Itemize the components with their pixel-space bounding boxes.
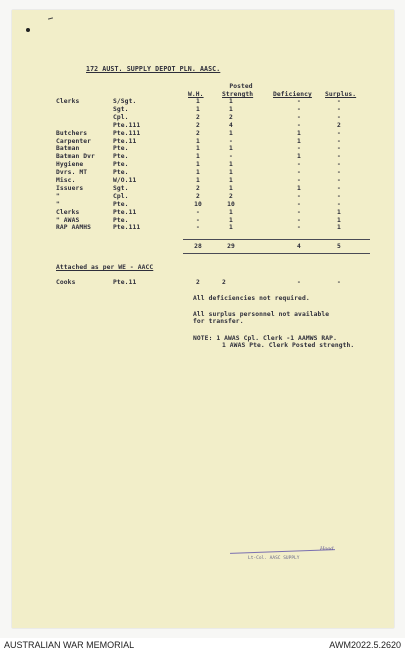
cell-sur: - — [337, 177, 341, 184]
cell-posted: - — [229, 153, 233, 161]
cell-role: Butchers — [56, 129, 88, 137]
cell-def: - — [297, 161, 301, 169]
cell-rank: Sgt. — [113, 184, 129, 192]
signature: Hood — [320, 546, 334, 552]
cell-rank: Sgt. — [113, 105, 129, 113]
cell-rank: Cpl. — [113, 192, 129, 200]
cell-role: Clerks — [56, 208, 80, 216]
cell-posted: 1 — [229, 216, 233, 224]
note-deficiencies: All deficiencies not required. — [193, 295, 310, 302]
cell-def: 1 — [297, 153, 301, 161]
cell-posted: - — [229, 137, 233, 145]
cell-wh: 2 — [196, 121, 200, 129]
cell-rank: Pte. — [113, 145, 129, 153]
cell-sur: - — [337, 129, 341, 137]
cell-sur: - — [337, 113, 341, 121]
cell-def: - — [297, 200, 301, 208]
note-awas-line2: 1 AWAS Pte. Clerk Posted strength. — [222, 342, 355, 349]
cell-posted: 2 — [229, 113, 233, 121]
header-surplus: Surplus. — [325, 91, 357, 98]
cell-wh: 1 — [196, 161, 200, 169]
cell-wh: 2 — [196, 113, 200, 121]
total-wh: 28 — [194, 243, 202, 250]
cell-sur: - — [337, 145, 341, 153]
footer-accession: AWM2022.5.2620 — [329, 640, 401, 650]
cell-def: - — [297, 113, 301, 121]
cell-posted: 1 — [229, 169, 233, 177]
cell-posted: 1 — [229, 184, 233, 192]
cell-rank: S/Sgt. — [113, 98, 137, 105]
cell-role: Batman — [56, 145, 80, 153]
cell-sur: - — [337, 200, 341, 208]
attached-deficiency: - — [297, 279, 301, 286]
cell-sur: - — [337, 169, 341, 177]
cell-def: - — [297, 208, 301, 216]
cell-def: 1 — [297, 137, 301, 145]
cell-rank: Pte. — [113, 216, 129, 224]
cell-rank: Pte.11 — [113, 208, 137, 216]
cell-rank: Pte. — [113, 153, 129, 161]
cell-wh: 1 — [196, 137, 200, 145]
cell-wh: 1 — [196, 153, 200, 161]
cell-wh: - — [196, 208, 200, 216]
attached-surplus: - — [337, 279, 341, 286]
cell-wh: - — [196, 224, 200, 232]
attached-role: Cooks — [56, 279, 76, 286]
cell-wh: 1 — [196, 98, 200, 105]
header-posted-2: Strength — [222, 91, 254, 98]
total-posted: 29 — [227, 243, 235, 250]
note-surplus-line2: for transfer. — [193, 318, 244, 325]
cell-role: " — [56, 200, 60, 208]
cell-rank: Pte.11 — [113, 137, 137, 145]
total-surplus: 5 — [337, 243, 341, 250]
cell-posted: 1 — [229, 224, 233, 232]
cell-sur: 2 — [337, 121, 341, 129]
cell-def: - — [297, 216, 301, 224]
cell-posted: 1 — [229, 208, 233, 216]
cell-sur: 1 — [337, 224, 341, 232]
cell-role: RAP AAMHS — [56, 224, 92, 232]
total-deficiency: 4 — [297, 243, 301, 250]
cell-def: 1 — [297, 184, 301, 192]
cell-posted: 1 — [229, 129, 233, 137]
cell-sur: - — [337, 98, 341, 105]
footer-institution: AUSTRALIAN WAR MEMORIAL — [4, 640, 135, 650]
cell-wh: 1 — [196, 177, 200, 184]
cell-sur: - — [337, 153, 341, 161]
cell-def: - — [297, 121, 301, 129]
cell-sur: - — [337, 105, 341, 113]
cell-rank: W/O.11 — [113, 177, 137, 184]
header-deficiency: Deficiency — [273, 91, 312, 98]
cell-def: - — [297, 98, 301, 105]
attached-heading: Attached as per WE - AACC — [56, 264, 154, 271]
cell-wh: 2 — [196, 129, 200, 137]
cell-posted: 1 — [229, 161, 233, 169]
total-rule-top — [183, 239, 370, 240]
cell-def: - — [297, 169, 301, 177]
attached-wh: 2 — [196, 279, 200, 286]
cell-rank: Pte. — [113, 169, 129, 177]
cell-role: Clerks — [56, 98, 80, 105]
cell-def: 1 — [297, 129, 301, 137]
header-posted-1: Posted — [229, 83, 253, 90]
cell-posted: 1 — [229, 177, 233, 184]
cell-wh: 2 — [196, 192, 200, 200]
attached-rank: Pte.11 — [113, 279, 137, 286]
cell-def: - — [297, 145, 301, 153]
cell-role: Dvrs. MT — [56, 169, 88, 177]
cell-role: Carpenter — [56, 137, 92, 145]
note-surplus-line1: All surplus personnel not available — [193, 311, 330, 318]
total-rule-bottom — [183, 253, 370, 254]
cell-sur: - — [337, 184, 341, 192]
cell-wh: 1 — [196, 145, 200, 153]
cell-posted: 1 — [229, 105, 233, 113]
cell-posted: 1 — [229, 98, 233, 105]
cell-role: Batman Dvr — [56, 153, 95, 161]
cell-wh: 1 — [196, 105, 200, 113]
cell-rank: Pte. — [113, 161, 129, 169]
cell-role: " AWAS — [56, 216, 80, 224]
cell-wh: 1 — [196, 169, 200, 177]
cell-role: " — [56, 192, 60, 200]
cell-def: - — [297, 192, 301, 200]
cell-wh: 10 — [194, 200, 202, 208]
cell-posted: 10 — [227, 200, 235, 208]
cell-sur: - — [337, 161, 341, 169]
cell-wh: - — [196, 216, 200, 224]
cell-posted: 1 — [229, 145, 233, 153]
cell-rank: Pte.111 — [113, 129, 141, 137]
note-awas-line1: NOTE: 1 AWAS Cpl. Clerk -1 AAMWS RAP. — [193, 335, 337, 342]
cell-sur: 1 — [337, 208, 341, 216]
cell-rank: Pte.111 — [113, 224, 141, 232]
cell-rank: Cpl. — [113, 113, 129, 121]
cell-rank: Pte.111 — [113, 121, 141, 129]
cell-role: Misc. — [56, 177, 76, 184]
cell-rank: Pte. — [113, 200, 129, 208]
cell-role: Hygiene — [56, 161, 84, 169]
cell-def: - — [297, 105, 301, 113]
cell-role: Issuers — [56, 184, 84, 192]
punch-hole — [26, 28, 30, 32]
cell-def: - — [297, 177, 301, 184]
cell-sur: - — [337, 192, 341, 200]
cell-sur: - — [337, 137, 341, 145]
cell-wh: 2 — [196, 184, 200, 192]
cell-posted: 2 — [229, 192, 233, 200]
document-title: 172 AUST. SUPPLY DEPOT PLN. AASC. — [86, 65, 221, 73]
cell-posted: 4 — [229, 121, 233, 129]
attached-posted: 2 — [222, 279, 226, 286]
cell-def: - — [297, 224, 301, 232]
header-wh: W.H. — [188, 91, 204, 98]
officer-stamp: Lt-Col. AASC SUPPLY — [248, 556, 300, 561]
cell-sur: 1 — [337, 216, 341, 224]
